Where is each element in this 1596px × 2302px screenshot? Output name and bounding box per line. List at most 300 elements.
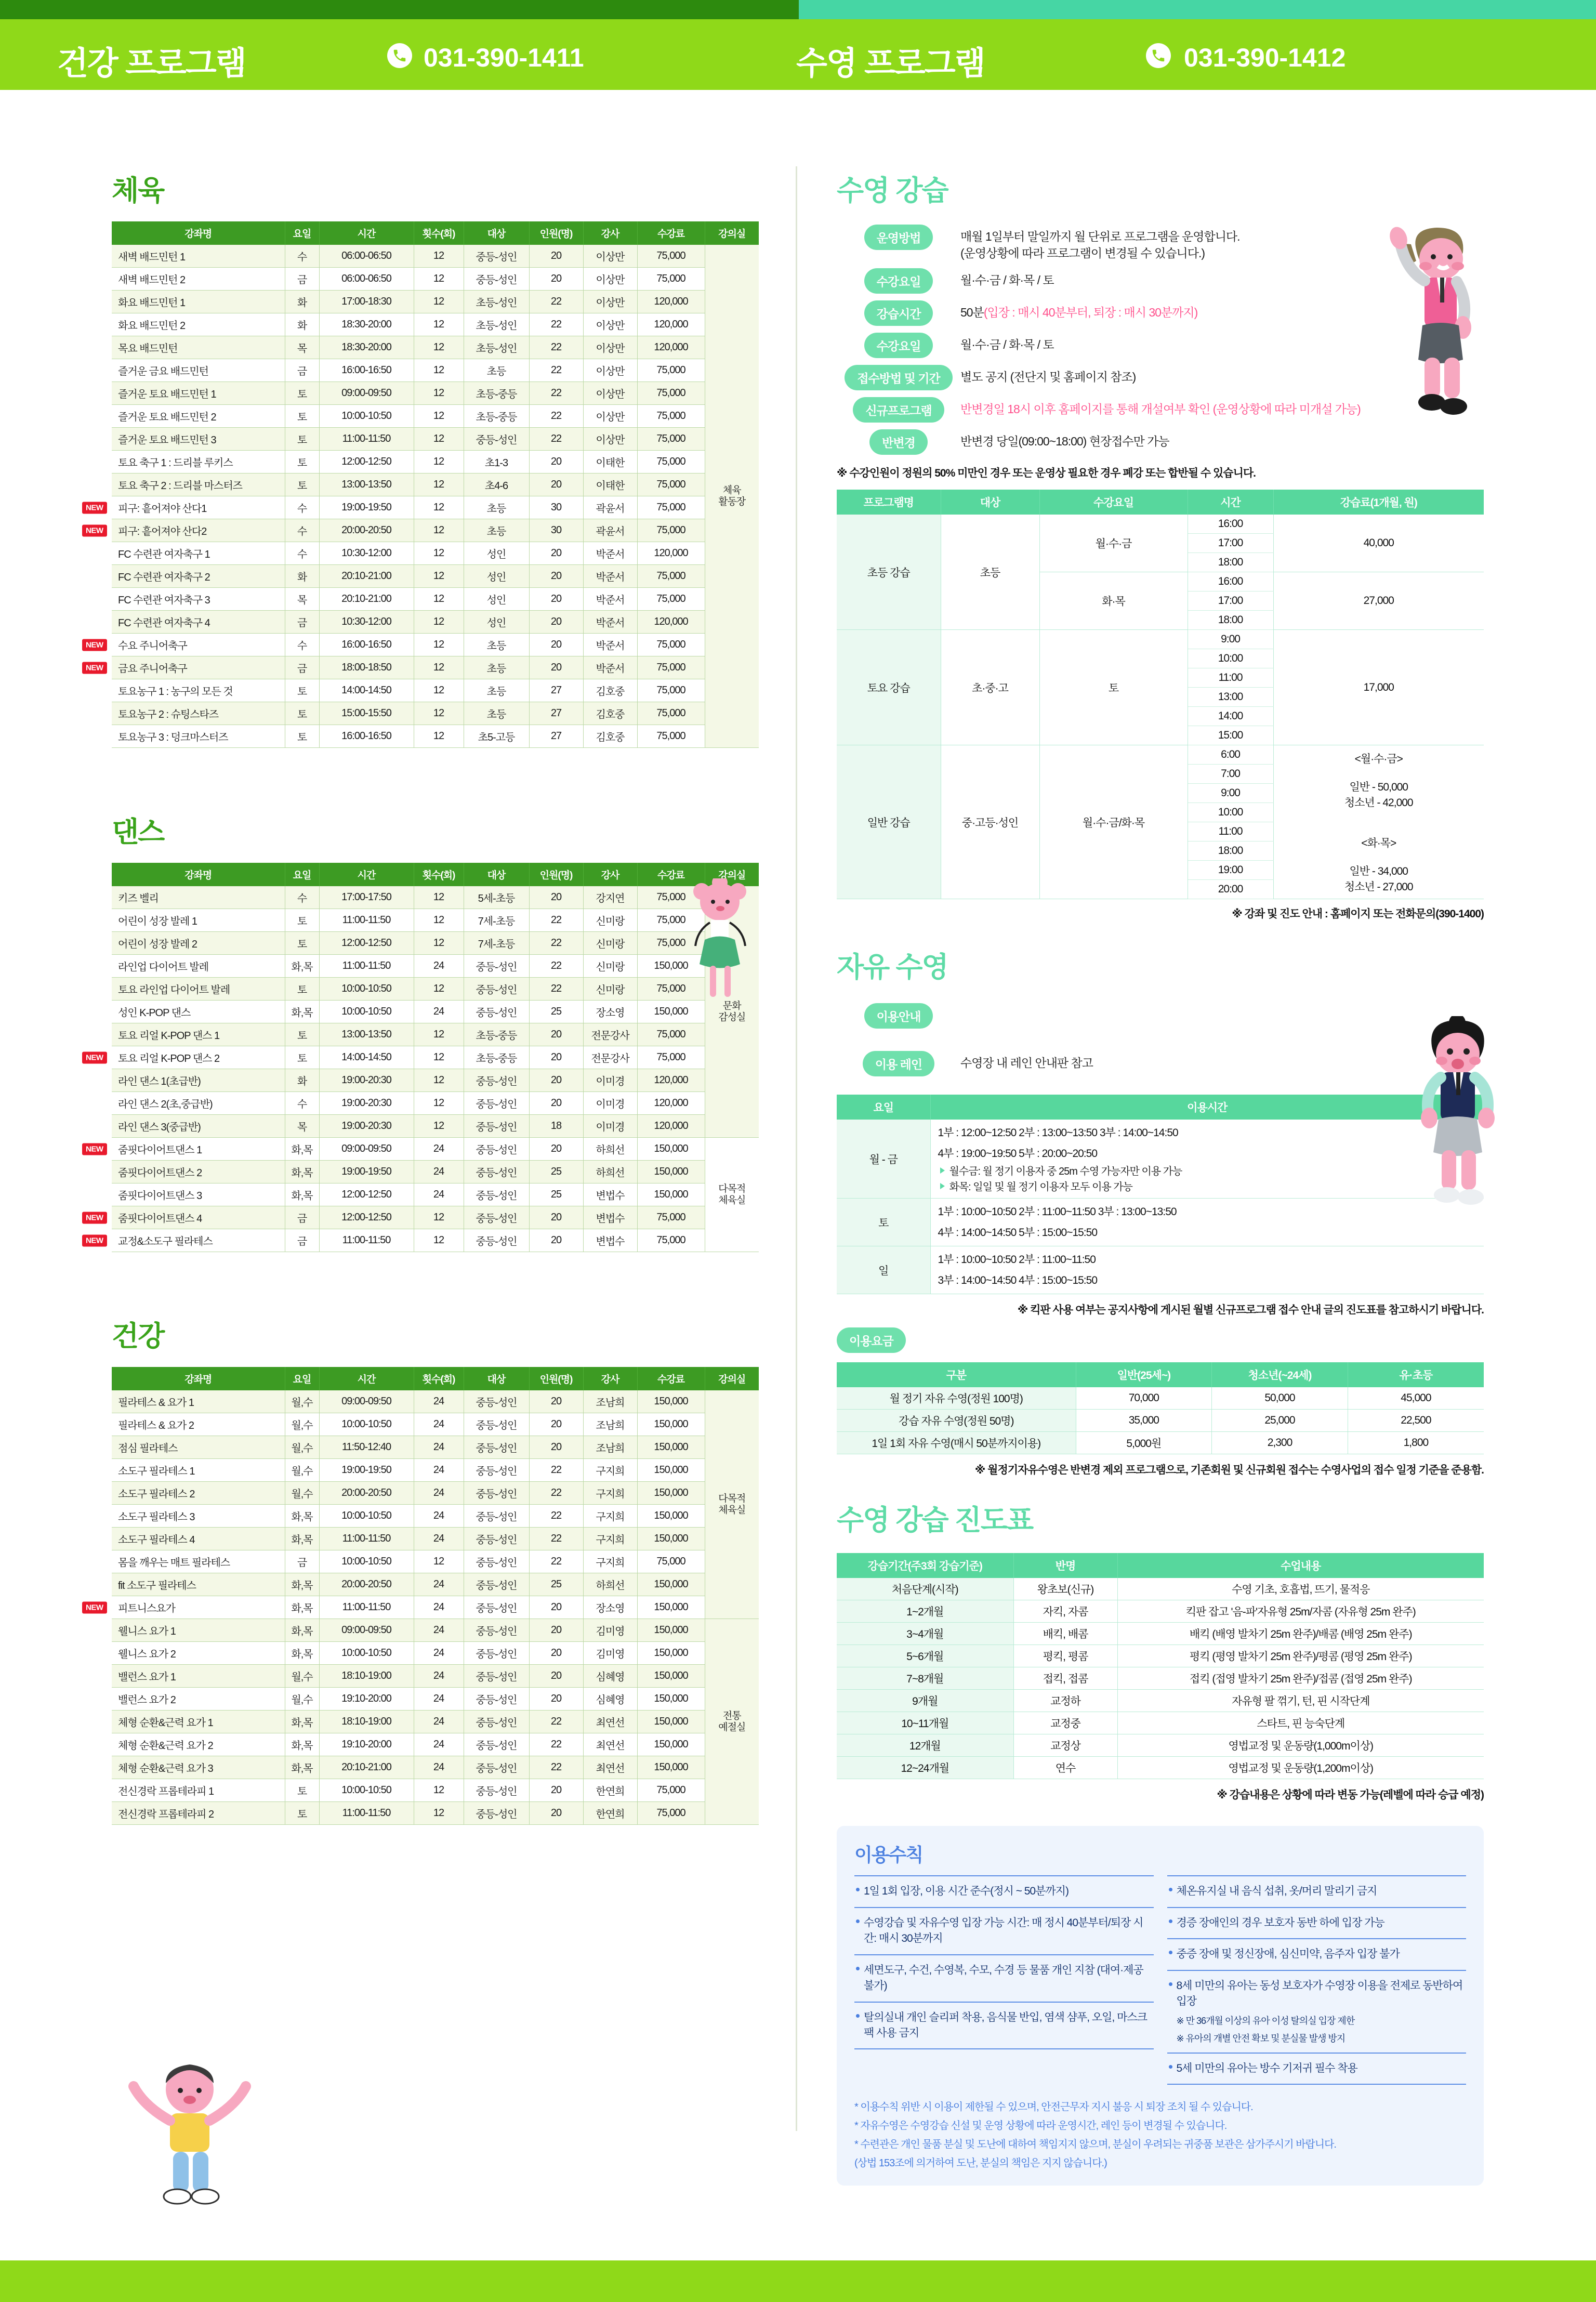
cell-count: 12 <box>414 473 464 496</box>
cell-fee: 75,000 <box>637 1229 705 1252</box>
table-row <box>112 1528 759 1550</box>
cell-teacher: 박준서 <box>583 634 637 656</box>
rule-item: 체온유지실 내 음식 섭취, 옷/머리 말리기 금지 <box>1167 1875 1467 1906</box>
cell-fee: 75,000 <box>637 909 705 932</box>
cell-teacher: 한연희 <box>583 1779 637 1802</box>
col-header: 요일 <box>285 863 319 886</box>
table-health <box>86 1367 759 1825</box>
cell-fee: 75,000 <box>637 268 705 291</box>
cell-count: 24 <box>414 1505 464 1528</box>
cell-time: 15:00-15:50 <box>319 702 414 725</box>
table-row <box>112 542 759 565</box>
cell-fee: 75,000 <box>637 702 705 725</box>
cell-course-name: 토요 라인업 다이어트 발레 <box>112 978 285 1001</box>
cell-count: 12 <box>414 428 464 451</box>
cell-time: 12:00-12:50 <box>319 1206 414 1229</box>
cell-capacity: 22 <box>529 382 583 405</box>
cell-child-fee: 1,800 <box>1348 1432 1484 1454</box>
cell-time: 06:00-06:50 <box>319 268 414 291</box>
cell-fee: 150,000 <box>637 1756 705 1779</box>
new-badge: NEW <box>82 1143 107 1155</box>
cell-course-name: NEW 줌핏다이어트댄스 1 <box>112 1138 285 1161</box>
cell-target: 중등-성인 <box>464 1665 529 1688</box>
table-free-swim-fees <box>837 1362 1484 1454</box>
cell-adult-fee: 35,000 <box>1076 1410 1212 1432</box>
cell-count: 12 <box>414 1115 464 1138</box>
cell-time: 10:00-10:50 <box>319 405 414 428</box>
cell-fee: 150,000 <box>637 1001 705 1023</box>
col-header: 대상 <box>464 221 529 245</box>
table-row <box>837 515 1484 534</box>
cell-capacity: 22 <box>529 1733 583 1756</box>
cell-fee: 75,000 <box>637 451 705 473</box>
col-header: 요일 <box>285 221 319 245</box>
col-header: 대상 <box>941 490 1039 515</box>
cell-teacher: 신미랑 <box>583 932 637 955</box>
cell-target: 중등-성인 <box>464 1229 529 1252</box>
cell-content: 스타트, 핀 능숙단계 <box>1117 1712 1484 1734</box>
cell-count: 24 <box>414 1183 464 1206</box>
cell-course-name: 토요 축구 1 : 드리블 루키스 <box>112 451 285 473</box>
header-band <box>0 19 1596 90</box>
info-pill: 운영방법 <box>864 225 933 250</box>
cell-target: 초등-성인 <box>464 336 529 359</box>
cell-count: 12 <box>414 1779 464 1802</box>
table-row <box>112 1482 759 1505</box>
col-header: 요일 <box>837 1095 930 1120</box>
new-badge: NEW <box>82 662 107 674</box>
col-header: 수강료 <box>637 863 705 886</box>
cell-count: 24 <box>414 1138 464 1161</box>
cell-teacher: 변법수 <box>583 1229 637 1252</box>
cell-fee: 120,000 <box>637 313 705 336</box>
cell-teacher: 하희선 <box>583 1573 637 1596</box>
cell-teacher: 이태한 <box>583 451 637 473</box>
cell-fee: 150,000 <box>637 1619 705 1642</box>
cell-target: 중등-성인 <box>464 1733 529 1756</box>
table-pe <box>86 221 759 748</box>
cell-count: 12 <box>414 1092 464 1115</box>
cell-teacher: 김호중 <box>583 702 637 725</box>
cell-capacity: 22 <box>529 313 583 336</box>
cell-time: 19:00-19:50 <box>319 496 414 519</box>
cell-time: 16:00-16:50 <box>319 359 414 382</box>
cell-teacher: 조남희 <box>583 1390 637 1413</box>
cell-course-name: NEW 교정&소도구 필라테스 <box>112 1229 285 1252</box>
info-pill: 수강요일 <box>864 333 933 358</box>
table-row <box>112 1779 759 1802</box>
cell-time: 16:00-16:50 <box>319 725 414 748</box>
table-row <box>112 702 759 725</box>
cell-target: 중등-성인 <box>464 268 529 291</box>
cell-class-name: 평킥, 평콤 <box>1013 1645 1117 1667</box>
cell-day: 일 <box>837 1246 930 1294</box>
cell-fee: 120,000 <box>637 611 705 634</box>
table-row <box>112 679 759 702</box>
cell-period: 10~11개월 <box>837 1712 1013 1734</box>
header-title-swim: 수영 프로그램 <box>796 46 985 82</box>
cell-target: 중등-성인 <box>464 1138 529 1161</box>
cell-teacher: 장소영 <box>583 1001 637 1023</box>
cell-count: 12 <box>414 359 464 382</box>
cell-course-name: 라인 댄스 3(중급반) <box>112 1115 285 1138</box>
cell-content: 영법교정 및 운동량(1,200m이상) <box>1117 1757 1484 1779</box>
swim-lessons-note: ※ 수강인원이 정원의 50% 미만인 경우 또는 운영상 필요한 경우 폐강 또는 합반될 수 있습니다. <box>837 467 1256 480</box>
table-row <box>112 1413 759 1436</box>
cell-capacity: 22 <box>529 1528 583 1550</box>
cell-content: 자유형 팔 꺾기, 턴, 핀 시작단계 <box>1117 1690 1484 1712</box>
col-header: 강의실 <box>705 1367 759 1390</box>
cell-target: 5세-초등 <box>464 886 529 909</box>
cell-fee: 150,000 <box>637 955 705 978</box>
table-row <box>837 1120 1484 1199</box>
table-row <box>112 1115 759 1138</box>
cell-course-name: FC 수련관 여자축구 4 <box>112 611 285 634</box>
jumping-kid-character-icon <box>107 2058 268 2209</box>
table-row <box>112 1596 759 1619</box>
cell-day: 월,수 <box>285 1390 319 1413</box>
cell-target: 중등-성인 <box>464 428 529 451</box>
cell-time: 11:00 <box>1188 822 1273 841</box>
col-header: 이용시간 <box>930 1095 1484 1120</box>
cell-teacher: 김미영 <box>583 1642 637 1665</box>
cell-time: 14:00 <box>1188 707 1273 726</box>
cell-day: 금 <box>285 1206 319 1229</box>
cell-teacher: 이상만 <box>583 245 637 268</box>
cell-adult-fee: 70,000 <box>1076 1387 1212 1410</box>
cell-count: 12 <box>414 245 464 268</box>
table-row <box>112 245 759 268</box>
cell-target: 중등-성인 <box>464 1619 529 1642</box>
cell-target: 초1-3 <box>464 451 529 473</box>
cell-course-name: NEW 수요 주니어축구 <box>112 634 285 656</box>
walking-kid-character-icon <box>1403 1016 1512 1208</box>
cell-course-name: 필라테스 & 요가 1 <box>112 1390 285 1413</box>
cell-day: 화,목 <box>285 1138 319 1161</box>
cell-day: 화,목 <box>285 1619 319 1642</box>
cell-count: 12 <box>414 1023 464 1046</box>
cell-course-name: 새벽 배드민턴 2 <box>112 268 285 291</box>
table-row <box>112 978 759 1001</box>
cell-teacher: 이상만 <box>583 313 637 336</box>
cell-teacher: 이미경 <box>583 1069 637 1092</box>
cell-count: 24 <box>414 1436 464 1459</box>
cell-target: 초등 <box>464 496 529 519</box>
cell-day: 토 <box>285 679 319 702</box>
cell-class-name: 왕초보(신규) <box>1013 1578 1117 1600</box>
cell-time: 17:00 <box>1188 591 1273 611</box>
cell-content: 평킥 (평영 발차기 25m 완주)/평콤 (평영 25m 완주) <box>1117 1645 1484 1667</box>
cell-teacher: 변법수 <box>583 1206 637 1229</box>
bottom-bar <box>0 2260 1596 2302</box>
cell-teacher: 박준서 <box>583 611 637 634</box>
cell-target: 중등-성인 <box>464 1573 529 1596</box>
cell-day: 금 <box>285 1550 319 1573</box>
col-header: 시간 <box>319 1367 414 1390</box>
cell-time: 11:00-11:50 <box>319 1802 414 1825</box>
cell-fee: 120,000 <box>637 291 705 313</box>
swimmer-girl-character-icon <box>1380 223 1499 431</box>
cell-capacity: 20 <box>529 1642 583 1665</box>
cell-teacher: 하희선 <box>583 1161 637 1183</box>
cell-day: 목 <box>285 588 319 611</box>
col-header: 강의실 <box>705 221 759 245</box>
new-badge: NEW <box>82 1212 107 1224</box>
section-title-dance: 댄스 <box>112 817 164 848</box>
cell-fee: 75,000 <box>637 679 705 702</box>
cell-target: 초등 <box>464 519 529 542</box>
info-text: 50분(입장 : 매시 40분부터, 퇴장 : 매시 30분까지) <box>960 306 1198 320</box>
cell-target: 성인 <box>464 611 529 634</box>
cell-count: 24 <box>414 1711 464 1733</box>
usage-rules-left <box>854 1875 1154 2085</box>
cell-time: 11:00-11:50 <box>319 428 414 451</box>
cell-fee: 75,000 <box>637 1206 705 1229</box>
col-header: 요일 <box>285 1367 319 1390</box>
cell-capacity: 22 <box>529 359 583 382</box>
table-row <box>837 1410 1484 1432</box>
cell-course-name: 즐거운 금요 배드민턴 <box>112 359 285 382</box>
cell-target: 성인 <box>464 588 529 611</box>
cell-teacher: 전문강사 <box>583 1023 637 1046</box>
cell-count: 24 <box>414 1756 464 1779</box>
cell-fee: 150,000 <box>637 1711 705 1733</box>
info-text: 별도 공지 (전단지 및 홈페이지 참조) <box>960 370 1136 384</box>
cell-category: 월 정기 자유 수영(정원 100명) <box>837 1387 1076 1410</box>
cell-count: 24 <box>414 1459 464 1482</box>
cell-capacity: 27 <box>529 725 583 748</box>
cell-time: 18:00 <box>1188 553 1273 572</box>
cell-day: 월,수 <box>285 1688 319 1711</box>
info-pill: 수강요일 <box>864 268 933 294</box>
cell-capacity: 20 <box>529 473 583 496</box>
cell-day: 화 <box>285 1069 319 1092</box>
right-column <box>837 177 1484 2186</box>
cell-day: 수 <box>285 496 319 519</box>
cell-class-name: 자킥, 자콤 <box>1013 1600 1117 1623</box>
cell-target: 중등-성인 <box>464 1756 529 1779</box>
cell-capacity: 20 <box>529 451 583 473</box>
cell-teacher: 조남희 <box>583 1413 637 1436</box>
cell-fee: 120,000 <box>637 336 705 359</box>
rule-item: 수영강습 및 자유수영 입장 가능 시간: 매 정시 40분부터/퇴장 시간: 매시 30분까지 <box>854 1907 1154 1954</box>
cell-target: 중등-성인 <box>464 978 529 1001</box>
cell-time: 19:00-20:30 <box>319 1115 414 1138</box>
usage-rules-title: 이용수칙 <box>854 1844 923 1866</box>
new-badge: NEW <box>82 1601 107 1613</box>
col-header: 시간 <box>1188 490 1273 515</box>
cell-time: 18:30-20:00 <box>319 313 414 336</box>
cell-fee: 75,000 <box>637 473 705 496</box>
cell-day: 수 <box>285 634 319 656</box>
cell-time: 10:00-10:50 <box>319 978 414 1001</box>
cell-time: 13:00-13:50 <box>319 1023 414 1046</box>
cell-target: 중등-성인 <box>464 1206 529 1229</box>
cell-count: 12 <box>414 679 464 702</box>
cell-target: 초등-성인 <box>464 313 529 336</box>
cell-time: 11:00-11:50 <box>319 1596 414 1619</box>
cell-capacity: 25 <box>529 1001 583 1023</box>
new-badge: NEW <box>82 1051 107 1063</box>
cell-course-name: 토요 축구 2 : 드리블 마스터즈 <box>112 473 285 496</box>
table-row <box>837 745 1484 765</box>
cell-class-name: 교정상 <box>1013 1734 1117 1757</box>
cell-target: 중등-성인 <box>464 245 529 268</box>
col-header: 인원(명) <box>529 863 583 886</box>
cell-teacher: 박준서 <box>583 656 637 679</box>
table-row <box>112 291 759 313</box>
cell-days: 토 <box>1039 630 1188 745</box>
table-free-swim-times <box>837 1095 1484 1294</box>
cell-count: 12 <box>414 702 464 725</box>
cell-course-name: 소도구 필라테스 3 <box>112 1505 285 1528</box>
cell-teacher: 이상만 <box>583 405 637 428</box>
cell-count: 12 <box>414 382 464 405</box>
cell-course-name: 화요 배드민턴 1 <box>112 291 285 313</box>
cell-time: 18:10-19:00 <box>319 1711 414 1733</box>
cell-course-name: FC 수련관 여자축구 1 <box>112 542 285 565</box>
cell-room: 전통 예절실 <box>705 1619 759 1825</box>
cell-time: 6:00 <box>1188 745 1273 765</box>
pill-usage-fee: 이용요금 <box>837 1327 906 1353</box>
cell-day: 수 <box>285 245 319 268</box>
cell-time: 14:00-14:50 <box>319 679 414 702</box>
cell-teacher: 전문강사 <box>583 1046 637 1069</box>
cell-capacity: 22 <box>529 1756 583 1779</box>
cell-time: 19:10-20:00 <box>319 1688 414 1711</box>
cell-fee: 150,000 <box>637 1733 705 1756</box>
cell-time: 16:00 <box>1188 515 1273 534</box>
cell-capacity: 20 <box>529 588 583 611</box>
cell-capacity: 18 <box>529 1115 583 1138</box>
table-row <box>112 382 759 405</box>
cell-fee: 75,000 <box>637 1802 705 1825</box>
cell-target: 중등-성인 <box>464 1436 529 1459</box>
cell-count: 12 <box>414 496 464 519</box>
cell-count: 12 <box>414 611 464 634</box>
cell-target: 중등-성인 <box>464 1001 529 1023</box>
cell-period: 5~6개월 <box>837 1645 1013 1667</box>
cell-teacher: 김호중 <box>583 679 637 702</box>
cell-time: 06:00-06:50 <box>319 245 414 268</box>
column-divider <box>796 166 797 2131</box>
cell-day: 화 <box>285 291 319 313</box>
cell-count: 24 <box>414 1390 464 1413</box>
cell-time: 18:00 <box>1188 841 1273 861</box>
cell-count: 12 <box>414 588 464 611</box>
cell-capacity: 20 <box>529 634 583 656</box>
cell-count: 12 <box>414 1046 464 1069</box>
cell-capacity: 20 <box>529 656 583 679</box>
cell-day: 화,목 <box>285 1505 319 1528</box>
phone-icon <box>387 43 412 68</box>
cell-teacher: 이태한 <box>583 473 637 496</box>
cell-target: 중등-성인 <box>464 1688 529 1711</box>
cell-content: 수영 기초, 호흡법, 뜨기, 물적응 <box>1117 1578 1484 1600</box>
cell-capacity: 25 <box>529 1183 583 1206</box>
free-swim-lane <box>837 1051 1484 1076</box>
cell-capacity: 20 <box>529 268 583 291</box>
info-pill: 반변경 <box>869 429 928 455</box>
cell-times: 1부 : 10:00~10:50 2부 : 11:00~11:50 3부 : 13:00~13:50 4부 : 14:00~14:50 5부 : 15:00~15:50 <box>930 1199 1484 1246</box>
cell-capacity: 20 <box>529 542 583 565</box>
cell-teacher: 곽윤서 <box>583 519 637 542</box>
col-header: 강좌명 <box>112 1367 285 1390</box>
cell-teacher: 최연선 <box>583 1711 637 1733</box>
cell-capacity: 20 <box>529 1436 583 1459</box>
cell-period: 3~4개월 <box>837 1623 1013 1645</box>
cell-capacity: 20 <box>529 1138 583 1161</box>
cell-target: 초등-중등 <box>464 405 529 428</box>
section-title-pe: 체육 <box>112 175 164 206</box>
cell-capacity: 27 <box>529 679 583 702</box>
cell-count: 12 <box>414 656 464 679</box>
info-row <box>837 429 1484 455</box>
cell-course-name: 토요농구 3 : 덩크마스터즈 <box>112 725 285 748</box>
rule-footnote: * 이용수칙 위반 시 이용이 제한될 수 있으며, 안전근무자 지시 불응 시 퇴장 조치 될 수 있습니다. <box>854 2101 1253 2113</box>
cell-target: 중등-성인 <box>464 1390 529 1413</box>
cell-teacher: 이상만 <box>583 268 637 291</box>
cell-capacity: 20 <box>529 1596 583 1619</box>
rule-item: 중증 장애 및 정신장애, 심신미약, 음주자 입장 불가 <box>1167 1938 1467 1969</box>
cell-fee: 150,000 <box>637 1528 705 1550</box>
cell-class-name: 교정하 <box>1013 1690 1117 1712</box>
cell-course-name: 즐거운 토요 배드민턴 2 <box>112 405 285 428</box>
cell-room: 문화 감성실 <box>705 886 759 1138</box>
cell-course-name: NEW 줌핏다이어트댄스 4 <box>112 1206 285 1229</box>
table-row <box>112 1573 759 1596</box>
table-row <box>112 1665 759 1688</box>
col-header: 강습료(1개월, 원) <box>1273 490 1484 515</box>
table-row <box>112 405 759 428</box>
table-row <box>112 1092 759 1115</box>
cell-period: 9개월 <box>837 1690 1013 1712</box>
col-header: 강사 <box>583 221 637 245</box>
cell-capacity: 20 <box>529 1069 583 1092</box>
table-row <box>112 932 759 955</box>
cell-day: 수 <box>285 1092 319 1115</box>
cell-period: 12개월 <box>837 1734 1013 1757</box>
cell-course-name: 줌핏다이어트댄스 2 <box>112 1161 285 1183</box>
cell-capacity: 20 <box>529 1688 583 1711</box>
section-title-free-swim: 자유 수영 <box>837 952 948 983</box>
table-row <box>112 473 759 496</box>
cell-target: 중등-성인 <box>464 1115 529 1138</box>
col-header: 강사 <box>583 1367 637 1390</box>
cell-count: 24 <box>414 1733 464 1756</box>
table-row <box>112 725 759 748</box>
cell-fee: 150,000 <box>637 1596 705 1619</box>
cell-room: 체육 활동장 <box>705 245 759 748</box>
cell-teacher: 장소영 <box>583 1596 637 1619</box>
table-row <box>837 1690 1484 1712</box>
cell-time: 18:00-18:50 <box>319 656 414 679</box>
col-header: 프로그램명 <box>837 490 941 515</box>
dancer-character-icon <box>670 878 769 1008</box>
col-header: 강사 <box>583 863 637 886</box>
table-row <box>112 611 759 634</box>
cell-time: 19:10-20:00 <box>319 1733 414 1756</box>
cell-time: 9:00 <box>1188 630 1273 649</box>
cell-capacity: 22 <box>529 428 583 451</box>
cell-fee: 120,000 <box>637 1092 705 1115</box>
rule-subnote: ※ 만 36개월 이상의 유아 이성 탈의실 입장 제한 <box>1176 2015 1355 2026</box>
new-badge: NEW <box>82 639 107 651</box>
cell-fee: 150,000 <box>637 1390 705 1413</box>
table-row <box>112 634 759 656</box>
cell-capacity: 30 <box>529 496 583 519</box>
table-row <box>112 955 759 978</box>
